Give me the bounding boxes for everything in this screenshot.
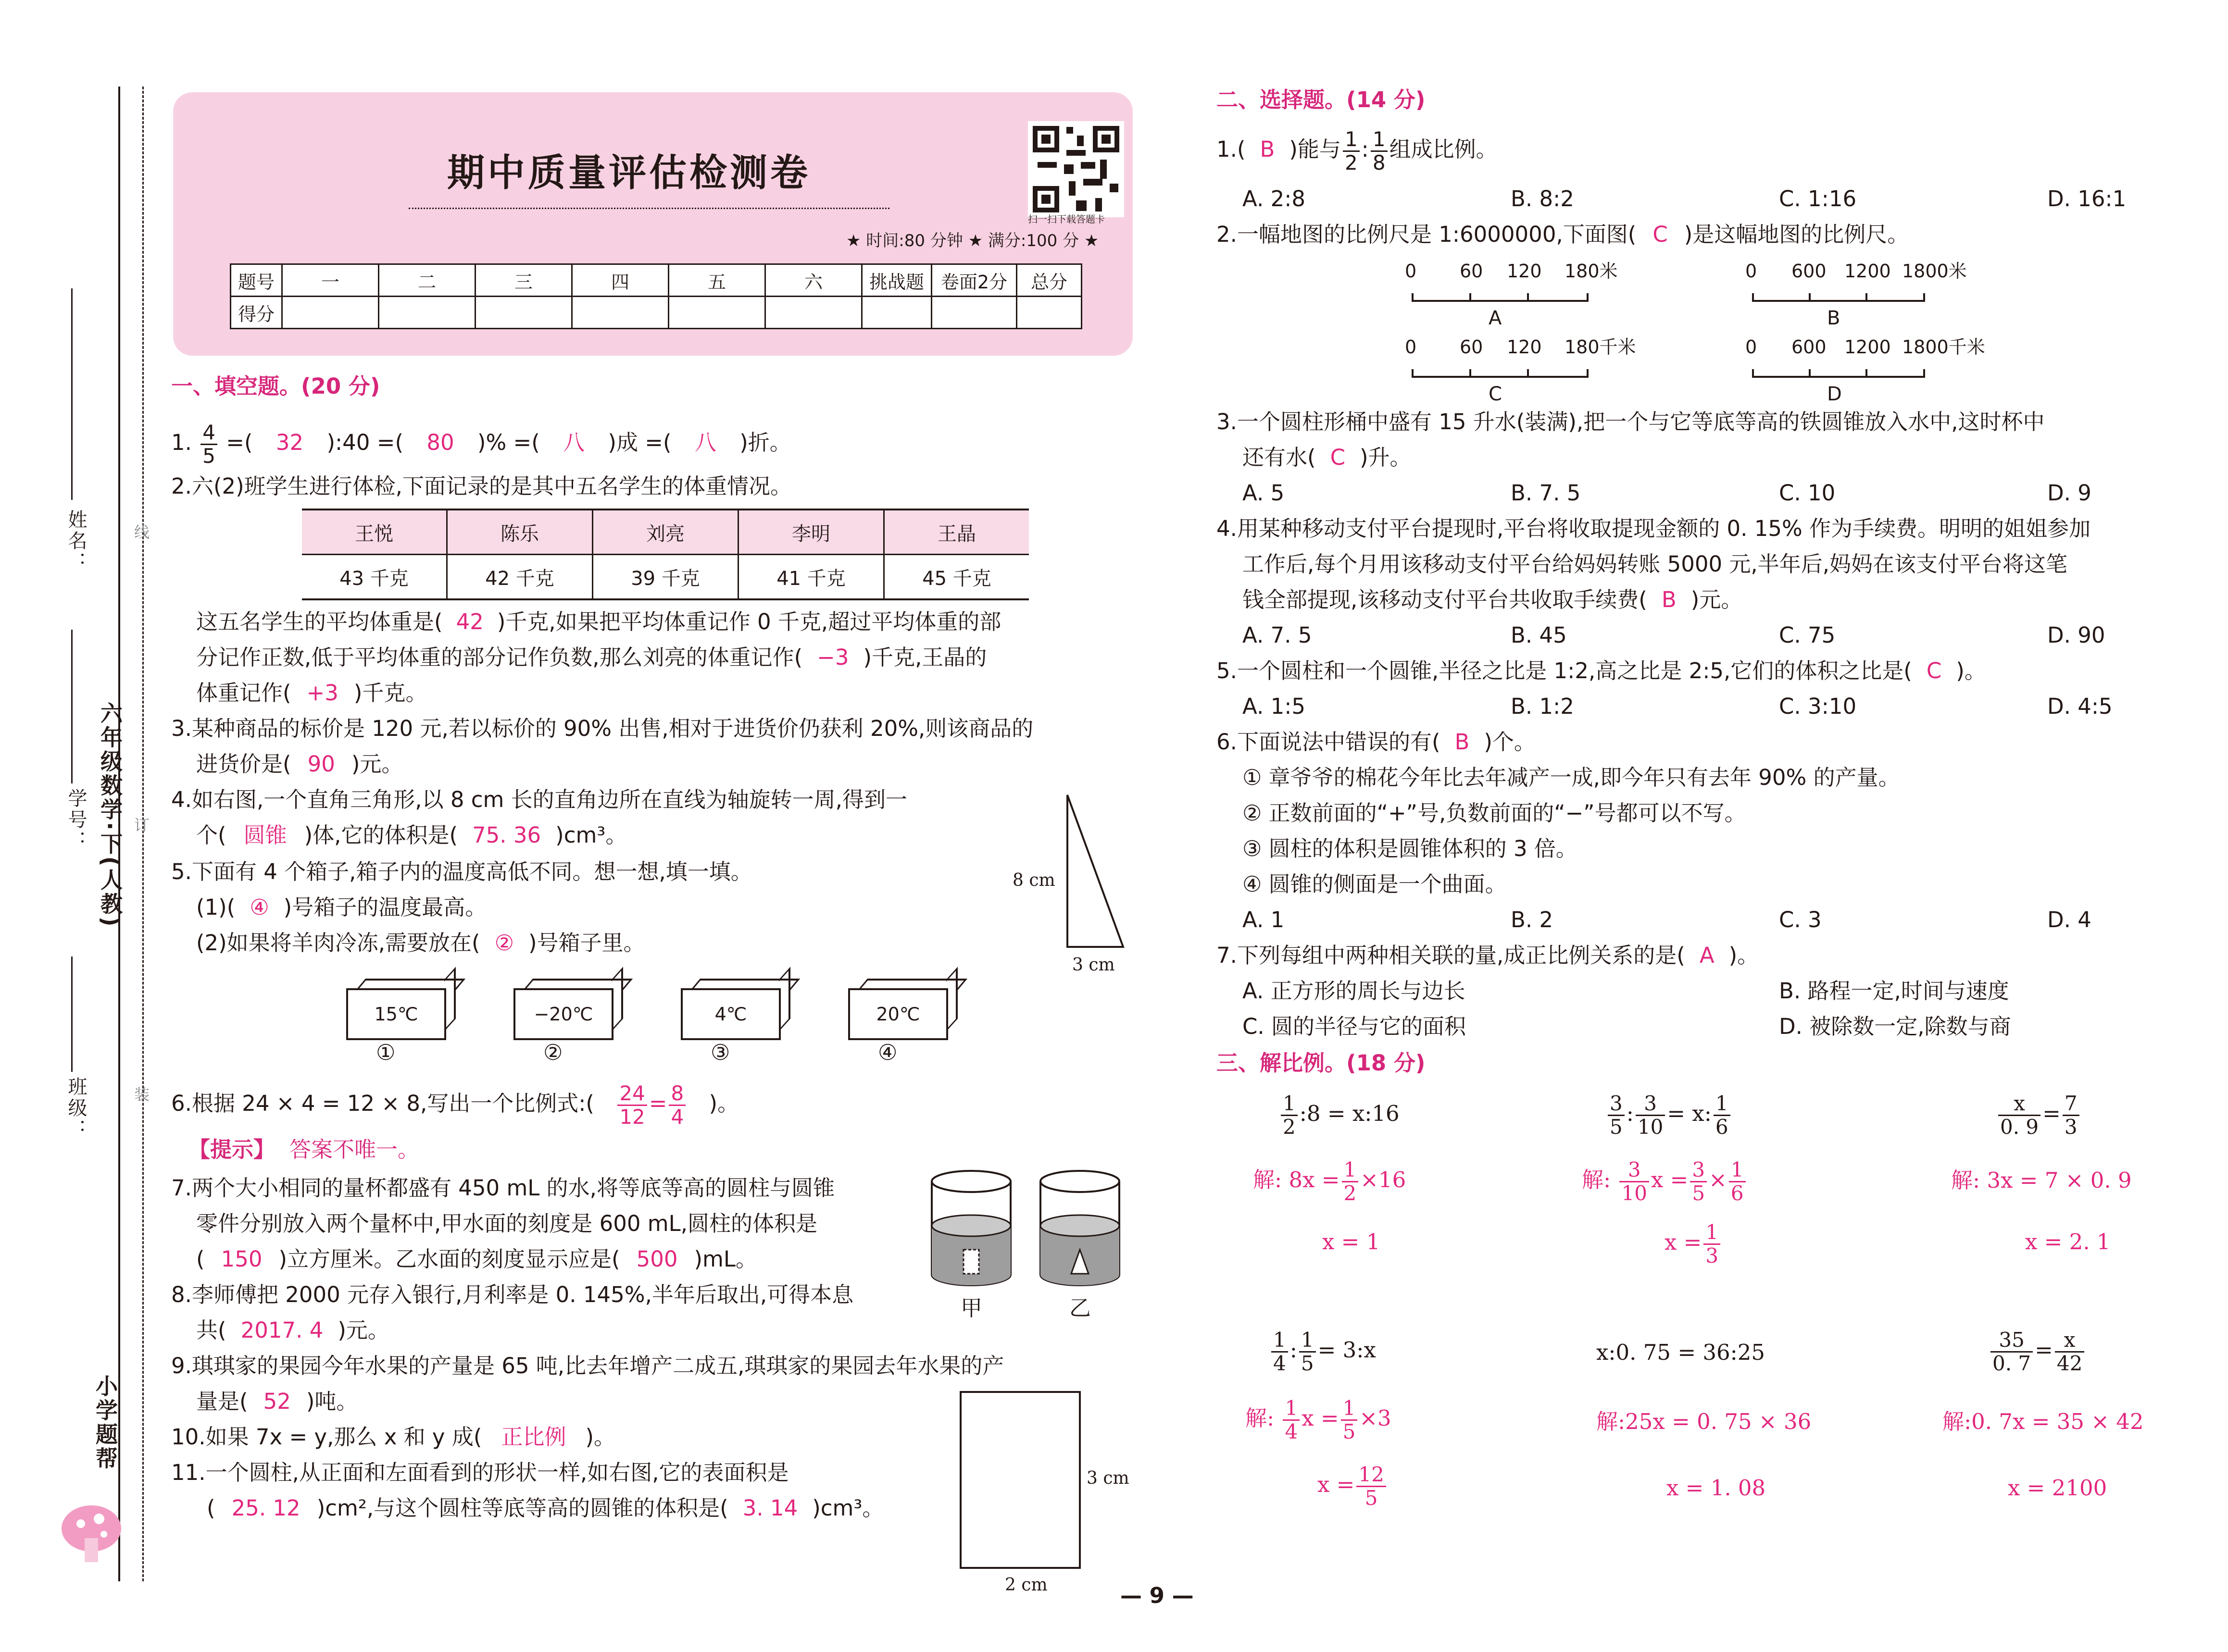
answer[interactable]: 八 xyxy=(563,430,585,455)
margin-name-label: 姓名： xyxy=(65,509,87,573)
scale-c-tick-label: 0 xyxy=(1405,336,1417,358)
scale-a-label: A xyxy=(1489,307,1502,329)
scale-c-bar[interactable] xyxy=(1412,376,1589,378)
scale-d-tick-label: 1800千米 xyxy=(1902,336,1985,358)
option[interactable]: B. 1:2 xyxy=(1511,694,1574,719)
s2-q6: 6.下面说法中错误的有( B )个。 xyxy=(1216,729,1536,755)
option[interactable]: B. 路程一定,时间与速度 xyxy=(1779,978,2009,1004)
s1-q4-line2: 个( 圆锥 )体,它的体积是( 75. 36 )cm³。 xyxy=(196,822,627,848)
scale-a-tick-label: 180米 xyxy=(1565,261,1618,282)
answer[interactable]: ② xyxy=(494,930,514,956)
answer[interactable]: 圆锥 xyxy=(243,822,287,848)
s1-q4-line1: 4.如右图,一个直角三角形,以 8 cm 长的直角边所在直线为轴旋转一周,得到一 xyxy=(171,787,907,812)
answer[interactable]: 80 xyxy=(426,430,454,455)
option[interactable]: B. 7. 5 xyxy=(1511,480,1581,506)
score-table-cell: 题号 xyxy=(231,264,282,297)
answer[interactable]: A xyxy=(1699,943,1715,968)
qr-code-icon[interactable] xyxy=(1028,121,1124,217)
score-table-cell: 二 xyxy=(379,264,476,297)
proportion-4: $\frac{1}{4}$ : $\frac{1}{5}$ = 3:x xyxy=(1269,1324,1376,1377)
s1-q6-hint: 【提示】 答案不唯一。 xyxy=(188,1137,420,1162)
scale-b-tick-label: 600 xyxy=(1791,261,1827,282)
s1-q9-line1: 9.琪琪家的果园今年水果的产量是 65 吨,比去年增产二成五,琪琪家的果园去年水果的产 xyxy=(171,1353,1004,1379)
margin-bind-mark-3: 装 xyxy=(132,1086,150,1104)
answer[interactable]: 2017. 4 xyxy=(240,1317,324,1343)
rect-width-label: 2 cm xyxy=(1005,1575,1048,1595)
scale-a-tick-label: 0 xyxy=(1405,261,1417,282)
s2-q7: 7.下列每组中两种相关联的量,成正比例关系的是( A )。 xyxy=(1216,943,1759,968)
score-input-cell[interactable] xyxy=(932,297,1017,329)
s2-q4-line3: 钱全部提现,该移动支付平台共收取手续费( B )元。 xyxy=(1242,587,1743,612)
temp-box-4: 20℃ xyxy=(848,988,948,1040)
score-table-cell: 挑战题 xyxy=(862,264,932,297)
solution-2-step1[interactable]: 解: $\frac{3}{10}$ x = $\frac{3}{5}$ × $\frac{1}{6}$ xyxy=(1582,1154,1748,1206)
s1-q6: 6.根据 24 × 4 = 12 × 8,写出一个比例式:( $\frac{24}{12}$ = $\frac{8}{4}$ )。 xyxy=(171,1081,739,1129)
score-input-cell[interactable] xyxy=(765,297,862,329)
option[interactable]: C. 圆的半径与它的面积 xyxy=(1242,1014,1466,1039)
weight-name: 李明 xyxy=(738,509,884,555)
weight-table-values xyxy=(302,555,1029,600)
option[interactable]: B. 2 xyxy=(1511,907,1553,932)
answer[interactable]: 42 xyxy=(456,609,484,634)
cylinder-front-view xyxy=(960,1391,1081,1569)
statement-item: ① 章爷爷的棉花今年比去年减产一成,即今年只有去年 90% 的产量。 xyxy=(1242,765,1900,790)
margin-id-label: 学号： xyxy=(65,788,87,852)
score-table-cell: 卷面2分 xyxy=(932,264,1017,297)
s1-q8-line2: 共( 2017. 4 )元。 xyxy=(196,1317,389,1343)
s1-q3-line1: 3.某种商品的标价是 120 元,若以标价的 90% 出售,相对于进货价仍获利 20%,则该商品的 xyxy=(171,716,1034,741)
weight-value: 45 千克 xyxy=(884,555,1029,600)
solution-6-step1[interactable]: 解:0. 7x = 35 × 42 xyxy=(1942,1409,2144,1434)
solution-1-result[interactable]: x = 1 xyxy=(1322,1229,1380,1255)
option[interactable]: A. 7. 5 xyxy=(1242,622,1312,648)
answer[interactable]: 25. 12 xyxy=(231,1495,300,1521)
section-1-title: 一、填空题。(20 分) xyxy=(171,373,380,399)
s1-q2-line3: 体重记作( +3 )千克。 xyxy=(196,680,427,706)
weight-name: 王晶 xyxy=(884,509,1029,555)
option[interactable]: A. 正方形的周长与边长 xyxy=(1242,978,1465,1004)
answer[interactable]: 90 xyxy=(307,751,335,777)
answer[interactable]: −3 xyxy=(817,645,849,670)
statement-item: ② 正数前面的“+”号,负数前面的“−”号都可以不写。 xyxy=(1242,800,1746,826)
scale-c-tick-label: 60 xyxy=(1460,336,1483,358)
solution-5-step1[interactable]: 解:25x = 0. 75 × 36 xyxy=(1596,1409,1812,1434)
answer[interactable]: 3. 14 xyxy=(742,1495,798,1521)
option[interactable]: B. 8:2 xyxy=(1511,186,1574,211)
score-input-cell[interactable] xyxy=(476,297,572,329)
proportion-5: x:0. 75 = 36:25 xyxy=(1596,1340,1765,1365)
s1-q11-line2: ( 25. 12 )cm²,与这个圆柱等底等高的圆锥的体积是( 3. 14 )cm³。 xyxy=(207,1495,884,1521)
option[interactable]: D. 9 xyxy=(2047,480,2091,506)
temp-box-2: −20℃ xyxy=(513,988,613,1040)
weight-name: 刘亮 xyxy=(593,509,738,555)
score-table xyxy=(230,263,1082,329)
qr-caption: 扫一扫下载答题卡 xyxy=(1028,213,1105,225)
weight-table-names xyxy=(302,509,1029,555)
triangle-height-label: 8 cm xyxy=(1013,870,1055,890)
s1-q10: 10.如果 7x = y,那么 x 和 y 成( 正比例 )。 xyxy=(171,1424,616,1450)
scale-c-tick-label: 120 xyxy=(1507,336,1542,358)
margin-name-blank xyxy=(71,288,73,500)
s1-q3-line2: 进货价是( 90 )元。 xyxy=(196,751,403,777)
answer[interactable]: 八 xyxy=(694,430,716,455)
option[interactable]: A. 1 xyxy=(1242,907,1285,932)
scale-b-tick-label: 1800米 xyxy=(1902,261,1967,282)
s1-q7-line3: ( 150 )立方厘米。乙水面的刻度显示应是( 500 )mL。 xyxy=(196,1246,757,1272)
weight-value: 39 千克 xyxy=(593,555,738,600)
margin-bind-mark-2: 订 xyxy=(132,817,150,834)
section-3-title: 三、解比例。(18 分) xyxy=(1216,1050,1426,1076)
answer[interactable]: C xyxy=(1652,222,1668,247)
answer[interactable]: B xyxy=(1260,137,1275,162)
q-number: 1. xyxy=(171,430,192,455)
proportion-6: $\frac{35}{0. 7}$ = $\frac{x}{42}$ xyxy=(1989,1324,2086,1377)
option[interactable]: C. 3 xyxy=(1779,907,1822,932)
statement-item: ③ 圆柱的体积是圆锥体积的 3 倍。 xyxy=(1242,836,1577,861)
proportion-3: $\frac{x}{0. 9}$ = $\frac{7}{3}$ xyxy=(1996,1087,2081,1140)
margin-class-label: 班级： xyxy=(65,1077,87,1140)
s2-q5: 5.一个圆柱和一个圆锥,半径之比是 1:2,高之比是 2:5,它们的体积之比是( C )。 xyxy=(1216,658,1986,683)
s2-q3-line2: 还有水( C )升。 xyxy=(1242,445,1412,470)
score-table-cell: 得分 xyxy=(231,297,282,329)
answer[interactable]: C xyxy=(1926,658,1942,683)
s1-q5-part2: (2)如果将羊肉冷冻,需要放在( ② )号箱子里。 xyxy=(196,930,645,956)
answer[interactable]: +3 xyxy=(306,680,338,706)
page-number: — 9 — xyxy=(1120,1583,1194,1608)
scale-a-bar[interactable] xyxy=(1412,300,1589,302)
box-mark: ② xyxy=(543,1040,563,1065)
solution-1-step1[interactable]: 解: 8x = $\frac{1}{2}$ ×16 xyxy=(1253,1158,1406,1205)
score-input-cell[interactable] xyxy=(379,297,476,329)
scale-d-label: D xyxy=(1827,383,1842,405)
scale-d-tick-label: 0 xyxy=(1745,336,1757,358)
answer[interactable]: $\frac{24}{12}$ = $\frac{8}{4}$ xyxy=(615,1091,694,1116)
solution-3-step1[interactable]: 解: 3x = 7 × 0. 9 xyxy=(1951,1168,2132,1193)
box-mark: ④ xyxy=(878,1040,898,1065)
score-input-cell[interactable] xyxy=(572,297,669,329)
s2-q1: 1.( B )能与 $\frac{1}{2}$ : $\frac{1}{8}$ 组成比例。 xyxy=(1216,127,1498,174)
option[interactable]: C. 3:10 xyxy=(1779,694,1857,719)
option[interactable]: D. 4 xyxy=(2047,907,2091,932)
margin-grade: 六年级数学·下(人教) xyxy=(97,702,123,929)
scale-b-label: B xyxy=(1827,307,1840,329)
solution-5-result[interactable]: x = 1. 08 xyxy=(1666,1475,1766,1501)
s2-q4-line2: 工作后,每个月用该移动支付平台给妈妈转账 5000 元,半年后,妈妈在该支付平台将这笔 xyxy=(1242,551,2068,577)
weight-table xyxy=(302,509,1029,600)
option[interactable]: A. 2:8 xyxy=(1242,186,1306,211)
fraction: $\frac{4}{5}$ xyxy=(200,422,217,467)
temp-box-1: 15℃ xyxy=(346,988,446,1040)
weight-value: 41 千克 xyxy=(738,555,884,600)
score-input-cell[interactable] xyxy=(1017,297,1082,329)
answer[interactable]: B xyxy=(1454,729,1470,755)
answer[interactable]: 正比例 xyxy=(501,1424,566,1450)
s1-q8-line1: 8.李师傅把 2000 元存入银行,月利率是 0. 145%,半年后取出,可得本息 xyxy=(171,1282,854,1307)
answer[interactable]: 150 xyxy=(221,1246,263,1272)
triangle-base-label: 3 cm xyxy=(1072,955,1115,975)
score-table-cell: 总分 xyxy=(1017,264,1082,297)
measuring-cups-figure xyxy=(927,1168,1129,1293)
scale-b-tick-label: 0 xyxy=(1745,261,1757,282)
score-input-cell[interactable] xyxy=(862,297,932,329)
option[interactable]: D. 4:5 xyxy=(2047,694,2113,719)
option[interactable]: A. 1:5 xyxy=(1242,694,1306,719)
temp-box-3: 4℃ xyxy=(681,988,781,1040)
answer[interactable]: 75. 36 xyxy=(472,822,541,848)
score-input-cell[interactable] xyxy=(669,297,765,329)
s2-q4-line1: 4.用某种移动支付平台提现时,平台将收取提现金额的 0. 15% 作为手续费。明明的姐姐参加 xyxy=(1216,516,2091,541)
s1-q2-text: 2.六(2)班学生进行体检,下面记录的是其中五名学生的体重情况。 xyxy=(171,473,792,499)
proportion-2: $\frac{3}{5}$ : $\frac{3}{10}$ = x: $\frac{1}{6}$ xyxy=(1606,1087,1732,1140)
statement-item: ④ 圆锥的侧面是一个曲面。 xyxy=(1242,871,1507,897)
right-triangle-figure xyxy=(1058,793,1130,952)
scale-d-tick-label: 600 xyxy=(1791,336,1827,358)
scale-c-tick-label: 180千米 xyxy=(1565,336,1636,358)
margin-brand: 小学题帮 xyxy=(92,1375,118,1471)
solution-4-step1[interactable]: 解: $\frac{1}{4}$ x = $\frac{1}{5}$ ×3 xyxy=(1245,1396,1391,1443)
score-table-header-row xyxy=(231,264,1082,297)
option[interactable]: C. 10 xyxy=(1779,480,1836,506)
proportion-1: $\frac{1}{2}$ :8 = x:16 xyxy=(1279,1087,1400,1140)
score-table-cell: 三 xyxy=(476,264,572,297)
option[interactable]: A. 5 xyxy=(1242,480,1285,506)
rect-height-label: 3 cm xyxy=(1087,1468,1129,1488)
answer[interactable]: 52 xyxy=(263,1389,291,1414)
answer[interactable]: 32 xyxy=(275,430,304,455)
scale-a-tick-label: 120 xyxy=(1507,261,1542,282)
margin-class-blank xyxy=(71,956,73,1072)
option[interactable]: D. 90 xyxy=(2047,622,2105,648)
weight-name: 陈乐 xyxy=(447,509,593,555)
s1-q1: 1. $\frac{4}{5}$ =( 32 ):40 =( 80 )% =( 八 )成 =( 八 )折。 xyxy=(171,420,791,468)
scale-a-tick-label: 60 xyxy=(1460,261,1483,282)
score-table-cell: 六 xyxy=(765,264,862,297)
score-table-cell: 一 xyxy=(282,264,379,297)
option[interactable]: D. 被除数一定,除数与商 xyxy=(1779,1014,2011,1039)
score-table-score-row xyxy=(231,297,1082,329)
weight-value: 42 千克 xyxy=(447,555,593,600)
answer[interactable]: ④ xyxy=(250,894,269,920)
s1-q9-line2: 量是( 52 )吨。 xyxy=(196,1389,358,1414)
test-meta: ★ 时间:80 分钟 ★ 满分:100 分 ★ xyxy=(846,231,1099,250)
option[interactable]: C. 75 xyxy=(1779,622,1836,648)
s1-q7-line2: 零件分别放入两个量杯中,甲水面的刻度是 600 mL,圆柱的体积是 xyxy=(196,1211,818,1236)
s2-q3-line1: 3.一个圆柱形桶中盛有 15 升水(装满),把一个与它等底等高的铁圆锥放入水中,这时杯中 xyxy=(1216,409,2045,435)
solution-2-result[interactable]: x = $\frac{1}{3}$ xyxy=(1665,1216,1722,1269)
answer[interactable]: B xyxy=(1661,587,1677,612)
section-2-title: 二、选择题。(14 分) xyxy=(1216,87,1426,112)
cup-label-jia: 甲 xyxy=(961,1295,983,1321)
scale-d-bar[interactable] xyxy=(1752,376,1925,378)
scale-b-tick-label: 1200 xyxy=(1844,261,1891,282)
cup-label-yi: 乙 xyxy=(1069,1295,1091,1321)
box-mark: ① xyxy=(376,1040,396,1065)
weight-name: 王悦 xyxy=(302,509,447,555)
score-table-cell: 四 xyxy=(572,264,669,297)
solution-4-result[interactable]: x = $\frac{12}{5}$ xyxy=(1317,1458,1388,1511)
score-input-cell[interactable] xyxy=(282,297,379,329)
weight-value: 43 千克 xyxy=(339,567,409,590)
option[interactable]: B. 45 xyxy=(1511,622,1567,648)
answer[interactable]: C xyxy=(1330,445,1345,470)
solution-6-result[interactable]: x = 2100 xyxy=(2008,1475,2107,1501)
box-mark: ③ xyxy=(711,1040,730,1065)
scale-d-tick-label: 1200 xyxy=(1844,336,1891,358)
s2-q2: 2.一幅地图的比例尺是 1:6000000,下面图( C )是这幅地图的比例尺。 xyxy=(1216,222,1909,247)
scale-b-bar[interactable] xyxy=(1752,300,1925,302)
answer[interactable]: 500 xyxy=(636,1246,678,1272)
s1-q7-line1: 7.两个大小相同的量杯都盛有 450 mL 的水,将等底等高的圆柱与圆锥 xyxy=(171,1175,835,1201)
solution-3-result[interactable]: x = 2. 1 xyxy=(2025,1229,2111,1255)
s1-q11-line1: 11.一个圆柱,从正面和左面看到的形状一样,如右图,它的表面积是 xyxy=(171,1460,789,1485)
option[interactable]: D. 16:1 xyxy=(2047,186,2127,211)
option[interactable]: C. 1:16 xyxy=(1779,186,1857,211)
margin-id-blank xyxy=(71,630,73,783)
s1-q5-part1: (1)( ④ )号箱子的温度最高。 xyxy=(196,894,487,920)
s1-q2-line2: 分记作正数,低于平均体重的部分记作负数,那么刘亮的体重记作( −3 )千克,王晶的 xyxy=(196,645,987,670)
s1-q5-text: 5.下面有 4 个箱子,箱子内的温度高低不同。想一想,填一填。 xyxy=(171,859,752,884)
s1-q2-line1: 这五名学生的平均体重是( 42 )千克,如果把平均体重记作 0 千克,超过平均体重的部 xyxy=(196,609,1001,634)
mushroom-logo-icon xyxy=(58,1490,139,1572)
margin-bind-mark-1: 线 xyxy=(132,524,150,541)
score-table-cell: 五 xyxy=(669,264,765,297)
page-title: 期中质量评估检测卷 xyxy=(447,151,811,195)
scale-c-label: C xyxy=(1489,383,1502,405)
title-underline xyxy=(409,208,889,209)
